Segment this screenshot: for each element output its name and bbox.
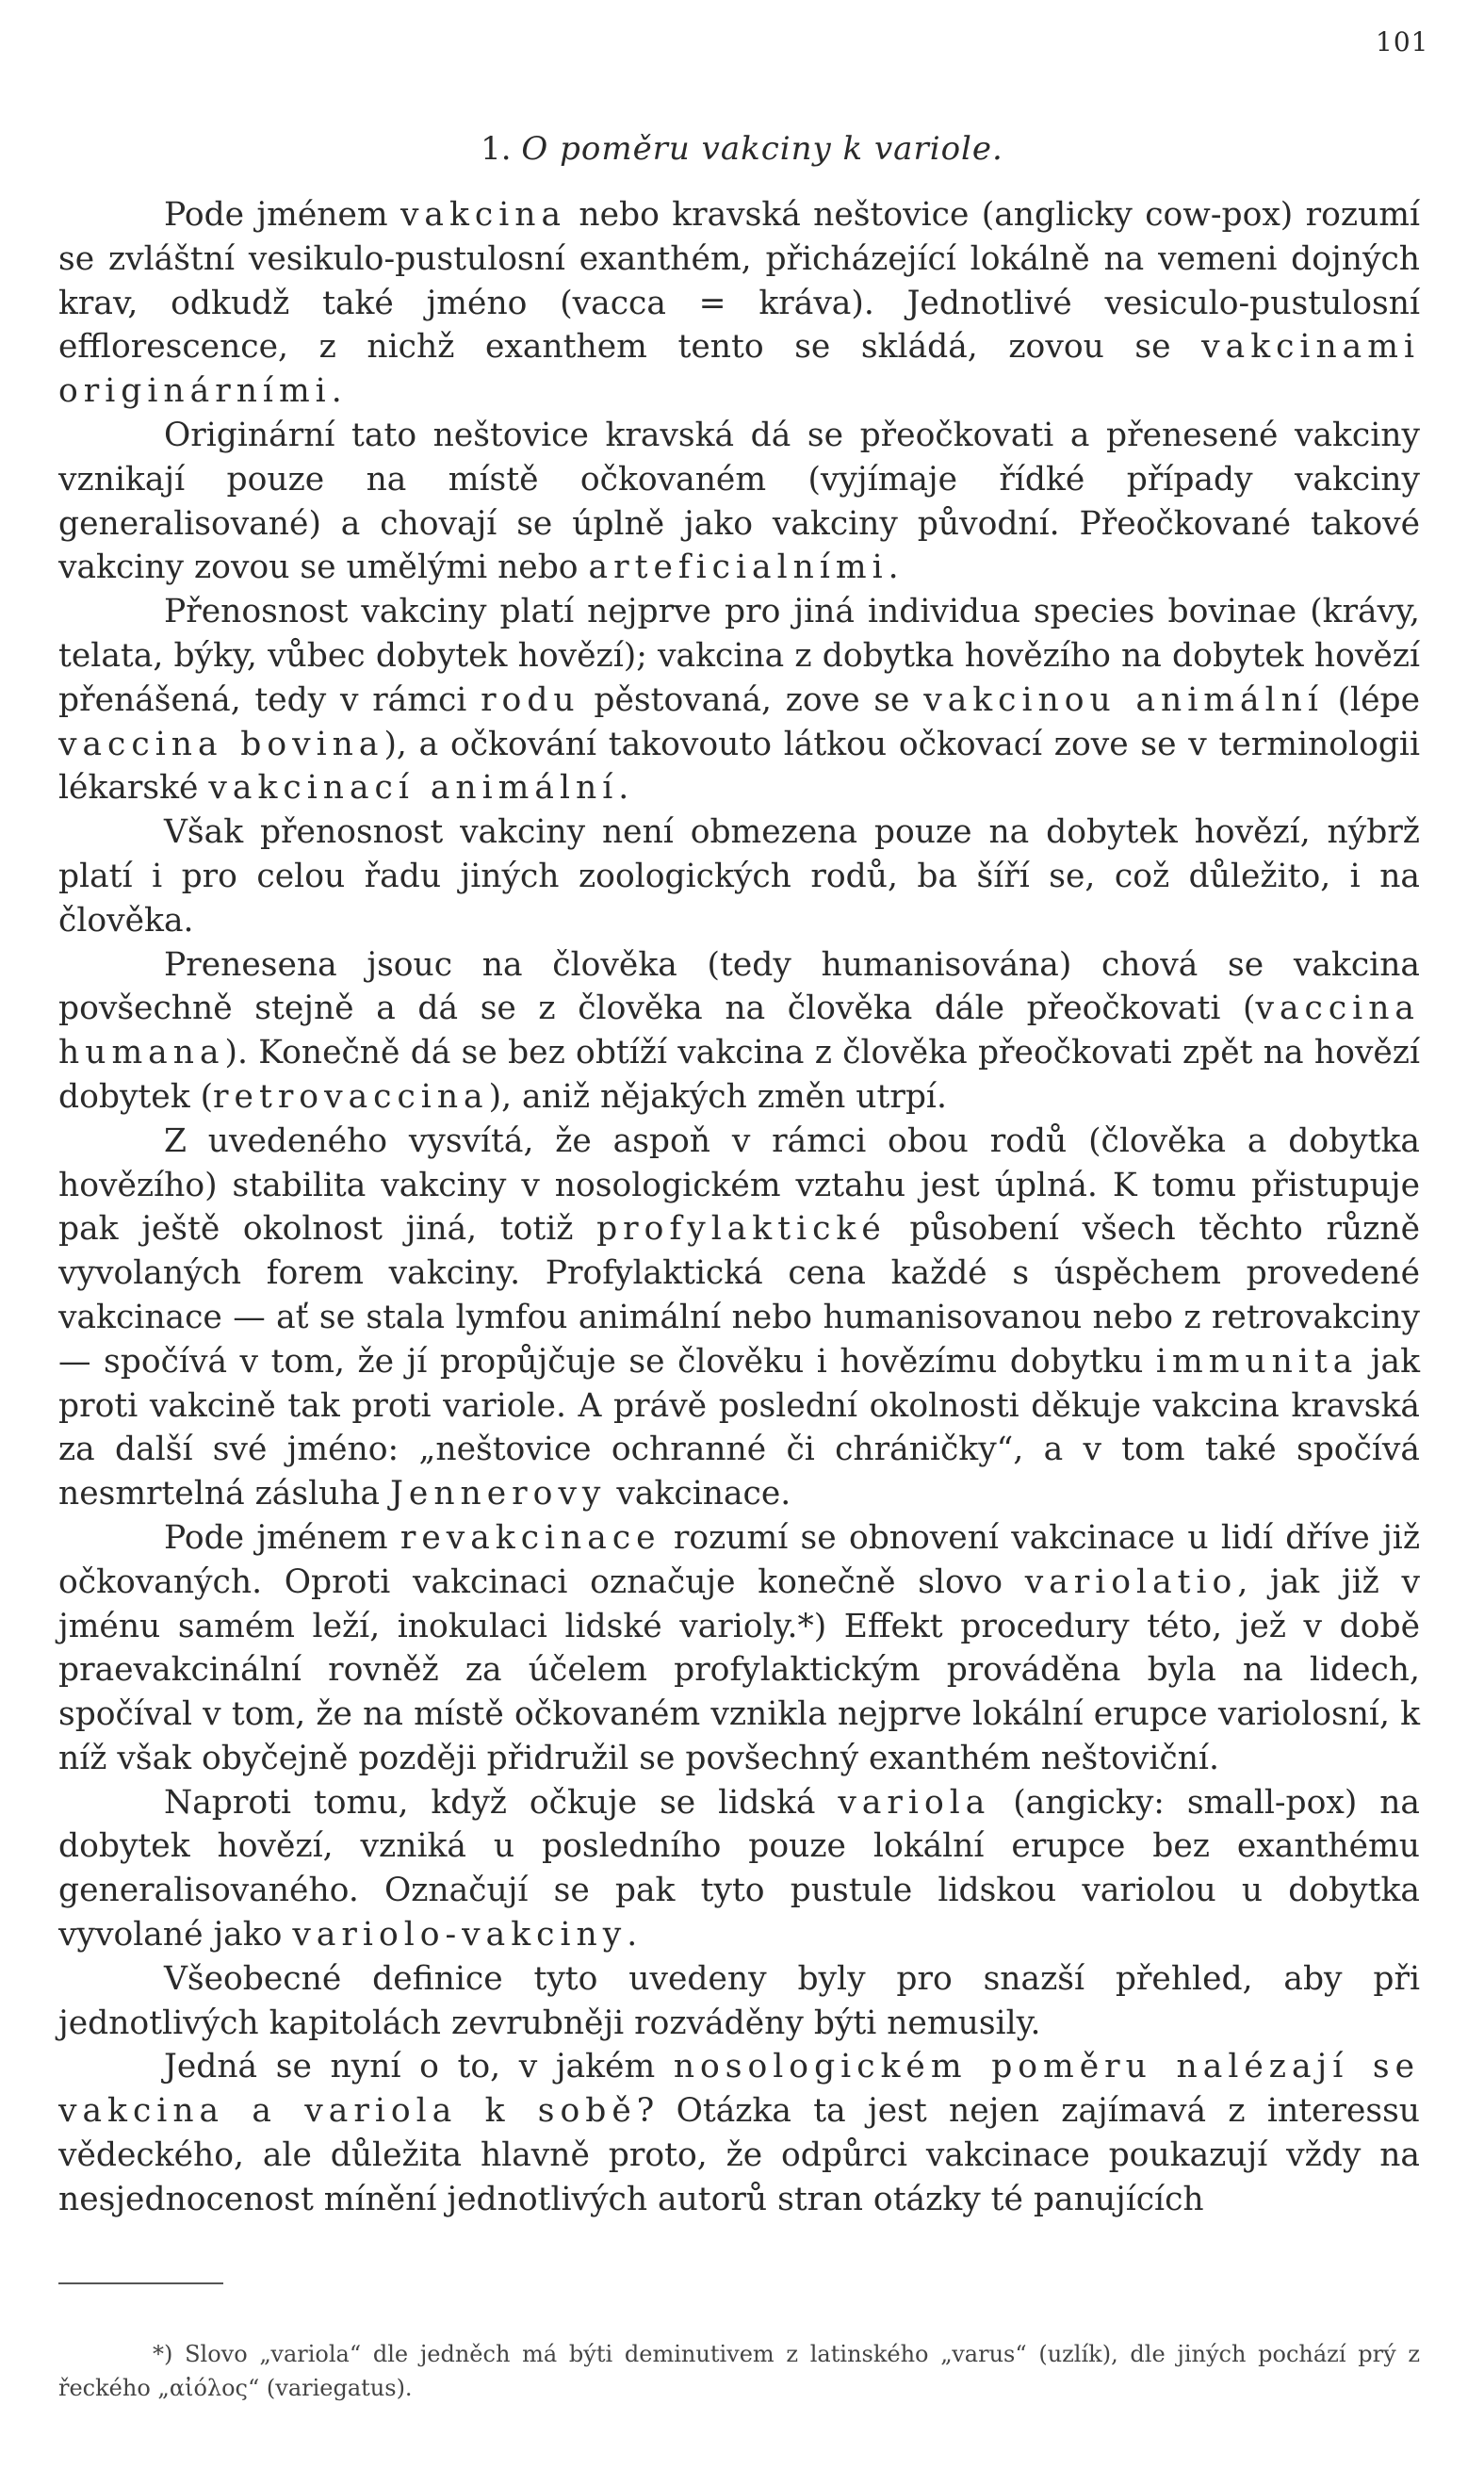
spaced-emphasis: variolatio — [1024, 1562, 1238, 1601]
spaced-emphasis: revakcinace — [400, 1518, 661, 1557]
text-run: Pode jménem — [164, 196, 400, 234]
spaced-emphasis: nosologickém poměru nalézají se vakcina a variola k sobě — [58, 2048, 1420, 2131]
paragraph — [58, 1516, 1420, 1781]
spaced-emphasis: variola — [838, 1783, 991, 1822]
paragraph — [58, 193, 1420, 414]
spaced-emphasis: rodu — [481, 680, 580, 719]
spaced-emphasis: vakcinací animální — [208, 769, 619, 808]
text-run: Prenesena jsouc na člověka (tedy humanisována) chová se vakcina povšechně stejně a dá se z člověka na člověka dále přeočkovati ( — [58, 945, 1420, 1028]
text-run: . — [331, 372, 342, 411]
paragraph — [58, 414, 1420, 590]
text-run: Jedná se nyní o to, v jakém — [164, 2048, 674, 2086]
paragraph — [58, 1781, 1420, 1957]
spaced-emphasis: Jennerovy — [390, 1475, 607, 1513]
text-run: Přenosnost vakciny platí nejprve pro jiná individua species bovinae (krávy, telata, býky, vůbec dobytek hovězí); vakcina z dobytka hovězího na dobytek hovězí přenášená, tedy v rámci — [58, 593, 1420, 719]
text-run: , jak již v jménu samém leží, inokulaci lidské varioly.*) Effekt procedury této, jež v době praevakcinální rovněž za účelem profylaktickým prováděna byla na lidech, spočíval v tom, že na místě očkovaném vznikla nejprve lokální erupce variolosní, k níž však obyčejně později přidružil se povšechný exanthém neštoviční. — [58, 1562, 1420, 1777]
text-run: Naproti tomu, když očkuje se lidská — [164, 1783, 839, 1822]
text-run: ), a očkování takovouto látkou očkovací zove se v terminologii lékarské — [58, 725, 1420, 808]
text-run: Všeobecné definice tyto uvedeny byly pro snazší přehled, aby při jednotlivých kapitolách zevrubněji rozváděny býti nemusily. — [58, 1959, 1420, 2042]
text-run: Originární tato neštovice kravská dá se přeočkovati a přenesené vakciny vznikají pouze na místě očkovaném (vyjímaje řídké případy vakciny generalisované) a chovají se úplně jako vakciny původní. Přeočkované takové vakciny zovou se umělými nebo — [58, 416, 1420, 587]
text-run: . — [888, 548, 899, 587]
footnote — [58, 2337, 1420, 2405]
text-run: . — [618, 769, 629, 808]
section-number: 1. — [481, 130, 512, 168]
text-run: pěstovaná, zove se — [579, 680, 924, 719]
footnote-rule — [58, 2282, 223, 2284]
spaced-emphasis: variolo-vakciny — [292, 1916, 628, 1954]
paragraph — [58, 1957, 1420, 2046]
paragraph — [58, 1120, 1420, 1516]
paragraph — [58, 590, 1420, 810]
text-run: jak proti vakcině tak proti variole. A právě poslední okolnosti děkuje vakcina kravská za další své jméno: „neštovice ochranné či chráničky“, a v tom také spočívá nesmrtelná zásluha — [58, 1342, 1420, 1513]
text-run: Však přenosnost vakciny není obmezena pouze na dobytek hovězí, nýbrž platí i pro celou řadu jiných zoologických rodů, ba šíří se, což důležito, i na člověka. — [58, 813, 1420, 940]
spaced-emphasis: vaccina bovina — [58, 725, 384, 763]
spaced-emphasis: retrovaccina — [213, 1077, 489, 1116]
spaced-emphasis: vakcina — [400, 196, 567, 234]
page-number: 101 — [1376, 26, 1429, 57]
text-run: (lépe — [1323, 680, 1421, 719]
text-run: nebo kravská neštovice (anglicky cow-pox) rozumí se zvláštní vesikulo-pustulosní exanthém, přicházející lokálně na vemeni dojných krav, odkudž také jméno (vacca = kráva). Jednotlivé vesiculo-pustulosní efflorescence, z nichž exanthem tento se skládá, zovou se — [58, 196, 1420, 367]
text-run: . — [627, 1916, 638, 1954]
text-run: ), aniž nějakých změn utrpí. — [488, 1077, 947, 1116]
spaced-emphasis: vaccina humana — [58, 989, 1420, 1072]
footnote-text: *) Slovo „variola“ dle jedněch má býti deminutivem z latinského „varus“ (uzlík), dle jiných pochází prý z řeckého „αἰόλος“ (variegatus). — [58, 2341, 1420, 2401]
text-run: vakcinace. — [606, 1475, 791, 1513]
paragraph — [58, 943, 1420, 1120]
spaced-emphasis: immunita — [1155, 1342, 1359, 1381]
text-run: Pode jménem — [164, 1518, 400, 1557]
body-text — [58, 193, 1420, 2222]
text-run: ? Otázka ta jest nejen zajímavá z interessu vědeckého, ale důležita hlavně proto, že odpůrci vakcinace poukazují vždy na nesjednocenost mínění jednotlivých autorů stran otázky té panujících — [58, 2092, 1420, 2218]
text-run: působení všech těchto různě vyvolaných forem vakciny. Profylaktická cena každé s úspěchem provedené vakcinace — ať se stala lymfou animální nebo humanisovanou nebo z retrovakciny — spočívá v tom, že jí propůjčuje se člověku i hovězímu dobytku — [58, 1210, 1420, 1381]
text-run: Z uvedeného vysvítá, že aspoň v rámci obou rodů (člověka a dobytka hovězího) stabilita vakciny v nosologickém vztahu jest úplná. K tomu přistupuje pak ještě okolnost jiná, totiž — [58, 1121, 1420, 1249]
spaced-emphasis: vakcinami originárními — [58, 328, 1420, 411]
paragraph — [58, 810, 1420, 942]
spaced-emphasis: profylaktické — [596, 1210, 887, 1249]
section-heading — [0, 130, 1484, 168]
section-title: O poměru vakciny k variole. — [521, 130, 1003, 168]
paragraph — [58, 2045, 1420, 2221]
spaced-emphasis: vakcinou animální — [923, 680, 1324, 719]
spaced-emphasis: arteficialními — [588, 548, 889, 587]
text-run: ). Konečně dá se bez obtíží vakcina z člověka přeočkovati zpět na hovězí dobytek ( — [58, 1034, 1420, 1116]
text-run: (angicky: small-pox) na dobytek hovězí, vzniká u posledního pouze lokální erupce bez exanthému generalisovaného. Označují se pak tyto pustule lidskou variolou u dobytka vyvolané jako — [58, 1783, 1420, 1954]
text-run: rozumí se obnovení vakcinace u lidí dříve již očkovaných. Oproti vakcinaci označuje konečně slovo — [58, 1518, 1421, 1601]
